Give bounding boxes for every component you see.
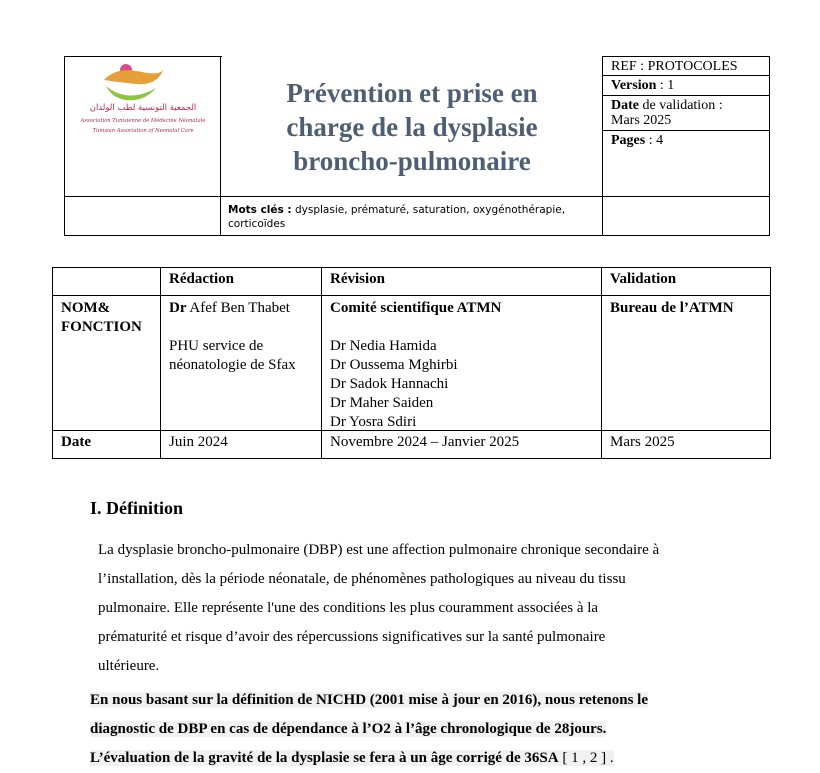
document-title — [222, 58, 602, 196]
redaction-author: Dr Afef Ben Thabet — [169, 300, 290, 316]
logo-english-text: Tunisian Association of Neonatal Care — [92, 128, 194, 134]
revision-member: Dr Oussema Mghirbi — [330, 357, 458, 373]
paragraph-line: diagnostic de DBP en cas de dépendance à l’O2 à l’âge chronologique de 28jours. — [90, 721, 607, 737]
redaction-service: PHU service de néonatologie de Sfax — [169, 338, 296, 373]
paragraph-line: En nous basant sur la définition de NICHD (2001 mise à jour en 2016), nous retenons le — [90, 692, 648, 708]
col-header-validation: Validation — [610, 271, 677, 287]
validation-body: Bureau de l’ATMN — [610, 300, 734, 316]
logo-french-text: Association Tunisienne de Médecine Néonatale — [80, 118, 206, 124]
logo-arabic-text: الجمعية التونسية لطب الولدان — [89, 103, 197, 113]
ref-value: REF : PROTOCOLES — [611, 59, 738, 74]
date-redaction: Juin 2024 — [169, 434, 228, 450]
col-header-redaction: Rédaction — [169, 271, 234, 287]
paragraph-line: l’installation, dès la période néonatale, de phénomènes pathologiques au niveau du tissu — [98, 571, 626, 587]
version-info: Version : 1 — [611, 78, 675, 93]
logo-emblem-icon — [66, 58, 220, 196]
revision-member: Dr Yosra Sdiri — [330, 414, 417, 430]
section-title: I. Définition — [90, 498, 184, 518]
atmn-logo — [66, 58, 220, 196]
row-label-nom-fonction: NOM& FONCTION — [61, 300, 142, 335]
date-revision: Novembre 2024 – Janvier 2025 — [330, 434, 520, 450]
paragraph-line: La dysplasie broncho-pulmonaire (DBP) est une affection pulmonaire chronique secondaire à — [98, 542, 660, 558]
revision-member: Dr Nedia Hamida — [330, 338, 437, 354]
title-line: charge de la dysplasie — [286, 112, 538, 142]
row-label-date: Date — [61, 434, 91, 450]
citation-reference: [ 1 , 2 ] . — [558, 750, 614, 766]
paragraph-line: pulmonaire. Elle représente l'une des conditions les plus couramment associées à la — [98, 600, 599, 616]
keywords: Mots clés : dysplasie, prématuré, saturation, oxygénothérapie, corticoïdes — [228, 204, 566, 230]
pages-info: Pages : 4 — [611, 133, 664, 148]
title-line: Prévention et prise en — [286, 78, 538, 108]
revision-member: Dr Maher Saiden — [330, 395, 434, 411]
nichd-definition — [90, 686, 750, 773]
paragraph-line: L’évaluation de la gravité de la dysplasie se fera à un âge corrigé de 36SA — [90, 750, 559, 766]
title-line: broncho-pulmonaire — [293, 146, 531, 176]
paragraph-line: prématurité et risque d’avoir des répercussions significatives sur la santé pulmonaire — [98, 629, 606, 645]
definition-paragraph — [98, 536, 738, 681]
revision-member: Dr Sadok Hannachi — [330, 376, 449, 392]
col-header-revision: Révision — [330, 271, 386, 287]
validation-date: Date de validation : Mars 2025 — [611, 98, 723, 128]
revision-committee: Comité scientifique ATMN — [330, 300, 502, 316]
paragraph-line: ultérieure. — [98, 658, 160, 674]
date-validation: Mars 2025 — [610, 434, 675, 450]
